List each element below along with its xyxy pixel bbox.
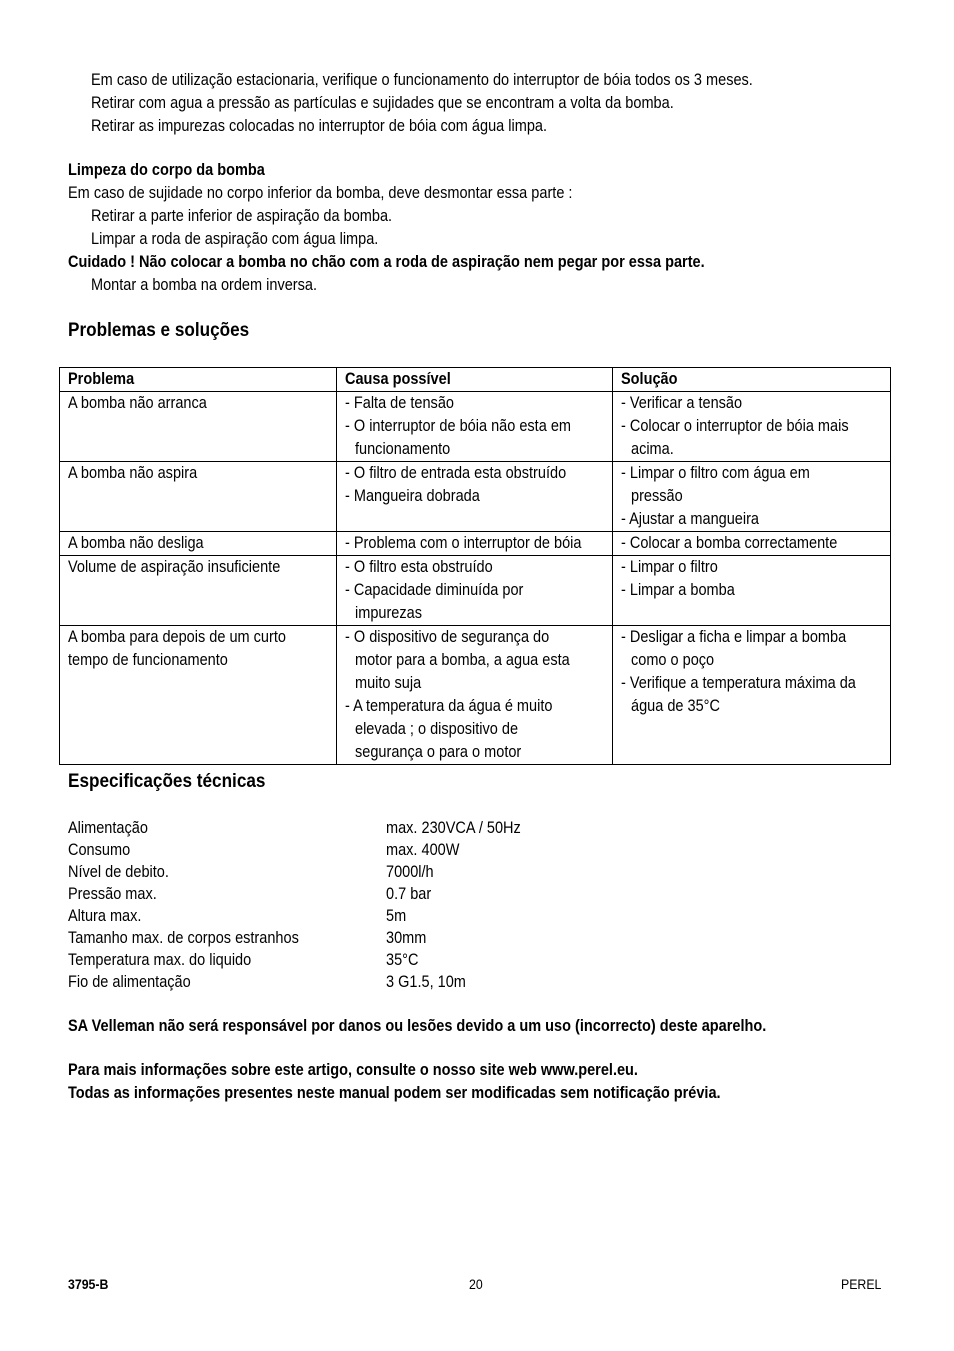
cell-text: Volume de aspiração insuficiente <box>68 558 281 576</box>
cell-text: - O interruptor de bóia não esta em <box>345 417 571 435</box>
footer-brand: PEREL <box>841 1276 882 1292</box>
cell-text: - Limpar a bomba <box>621 581 735 599</box>
cell-text: pressão <box>631 487 683 505</box>
cell-text: - Verificar a tensão <box>621 394 743 412</box>
cell-text: - O filtro de entrada esta obstruído <box>345 464 567 482</box>
cell-text: - Limpar o filtro com água em <box>621 464 810 482</box>
cause-cell <box>337 532 613 556</box>
cell-text: - Falta de tensão <box>345 394 454 412</box>
cause-cell <box>337 556 613 626</box>
cleaning-step-3: Montar a bomba na ordem inversa. <box>91 276 317 294</box>
problem-cell <box>60 532 337 556</box>
cell-text: elevada ; o dispositivo de <box>355 720 519 738</box>
spec-value: 3 G1.5, 10m <box>386 973 466 991</box>
spec-label: Fio de alimentação <box>68 973 191 991</box>
cell-text: - Verifique a temperatura máxima da <box>621 674 856 692</box>
cell-text: motor para a bomba, a agua esta <box>355 651 570 669</box>
cell-text: - Colocar o interruptor de bóia mais <box>621 417 849 435</box>
troubleshooting-heading: Problemas e soluções <box>68 319 250 341</box>
cell-text: tempo de funcionamento <box>68 651 228 669</box>
cause-cell <box>337 626 613 765</box>
cell-text: A bomba não desliga <box>68 534 204 552</box>
solution-cell <box>613 462 891 532</box>
spec-value: 35°C <box>386 951 419 969</box>
specs-heading: Especificações técnicas <box>68 770 266 792</box>
problem-cell <box>60 392 337 462</box>
troubleshooting-table <box>59 367 891 765</box>
table-row <box>60 626 891 765</box>
intro-line-3: Retirar as impurezas colocadas no interruptor de bóia com água limpa. <box>91 117 548 135</box>
spec-label: Temperatura max. do liquido <box>68 951 252 969</box>
spec-label: Pressão max. <box>68 885 157 903</box>
more-info-notice: Para mais informações sobre este artigo, consulte o nosso site web www.perel.eu. <box>68 1061 638 1079</box>
cell-text: - Colocar a bomba correctamente <box>621 534 838 552</box>
problem-cell <box>60 626 337 765</box>
disclaimer-notice: SA Velleman não será responsável por danos ou lesões devido a um uso (incorrecto) deste aparelho. <box>68 1017 767 1035</box>
footer-model: 3795-B <box>68 1276 109 1292</box>
changes-notice: Todas as informações presentes neste manual podem ser modificadas sem notificação prévia. <box>68 1084 721 1102</box>
cell-text: - A temperatura da água é muito <box>345 697 553 715</box>
solution-cell <box>613 392 891 462</box>
solution-cell <box>613 556 891 626</box>
column-header-solution: Solução <box>613 368 891 392</box>
spec-label: Consumo <box>68 841 131 859</box>
cell-text: - Capacidade diminuída por <box>345 581 524 599</box>
spec-value: 7000l/h <box>386 863 434 881</box>
cell-text: segurança o para o motor <box>355 743 522 761</box>
spec-label: Tamanho max. de corpos estranhos <box>68 929 299 947</box>
table-row <box>60 392 891 462</box>
footer-page-number: 20 <box>469 1276 483 1292</box>
spec-label: Alimentação <box>68 819 148 837</box>
solution-cell <box>613 532 891 556</box>
solution-cell <box>613 626 891 765</box>
cell-text: - Ajustar a mangueira <box>621 510 760 528</box>
column-header-problem: Problema <box>60 368 337 392</box>
cell-text: como o poço <box>631 651 715 669</box>
cleaning-heading: Limpeza do corpo da bomba <box>68 161 265 179</box>
cause-cell <box>337 392 613 462</box>
spec-value: 0.7 bar <box>386 885 432 903</box>
column-header-cause: Causa possível <box>337 368 613 392</box>
cleaning-warning: Cuidado ! Não colocar a bomba no chão com a roda de aspiração nem pegar por essa parte. <box>68 253 705 271</box>
cell-text: acima. <box>631 440 674 458</box>
cause-cell <box>337 462 613 532</box>
cell-text: A bomba não aspira <box>68 464 198 482</box>
cleaning-step-1: Retirar a parte inferior de aspiração da bomba. <box>91 207 393 225</box>
spec-label: Nível de debito. <box>68 863 169 881</box>
problem-cell <box>60 556 337 626</box>
cell-text: - Desligar a ficha e limpar a bomba <box>621 628 847 646</box>
intro-line-1: Em caso de utilização estacionaria, verifique o funcionamento do interruptor de bóia todos os 3 meses. <box>91 71 753 89</box>
spec-value: 30mm <box>386 929 427 947</box>
cell-text: água de 35°C <box>631 697 720 715</box>
cell-text: - O filtro esta obstruído <box>345 558 493 576</box>
spec-label: Altura max. <box>68 907 142 925</box>
spec-value: 5m <box>386 907 407 925</box>
table-row <box>60 532 891 556</box>
table-header-row <box>60 368 891 392</box>
cell-text: A bomba não arranca <box>68 394 207 412</box>
cell-text: - Limpar o filtro <box>621 558 718 576</box>
spec-value: max. 400W <box>386 841 460 859</box>
spec-value: max. 230VCA / 50Hz <box>386 819 521 837</box>
cleaning-intro: Em caso de sujidade no corpo inferior da bomba, deve desmontar essa parte : <box>68 184 573 202</box>
intro-line-2: Retirar com agua a pressão as partículas e sujidades que se encontram a volta da bomba. <box>91 94 674 112</box>
cell-text: muito suja <box>355 674 422 692</box>
table-row <box>60 462 891 532</box>
table-row <box>60 556 891 626</box>
cell-text: - Problema com o interruptor de bóia <box>345 534 582 552</box>
cleaning-step-2: Limpar a roda de aspiração com água limpa. <box>91 230 379 248</box>
problem-cell <box>60 462 337 532</box>
cell-text: impurezas <box>355 604 422 622</box>
cell-text: - Mangueira dobrada <box>345 487 480 505</box>
cell-text: funcionamento <box>355 440 451 458</box>
cell-text: - O dispositivo de segurança do <box>345 628 550 646</box>
cell-text: A bomba para depois de um curto <box>68 628 286 646</box>
